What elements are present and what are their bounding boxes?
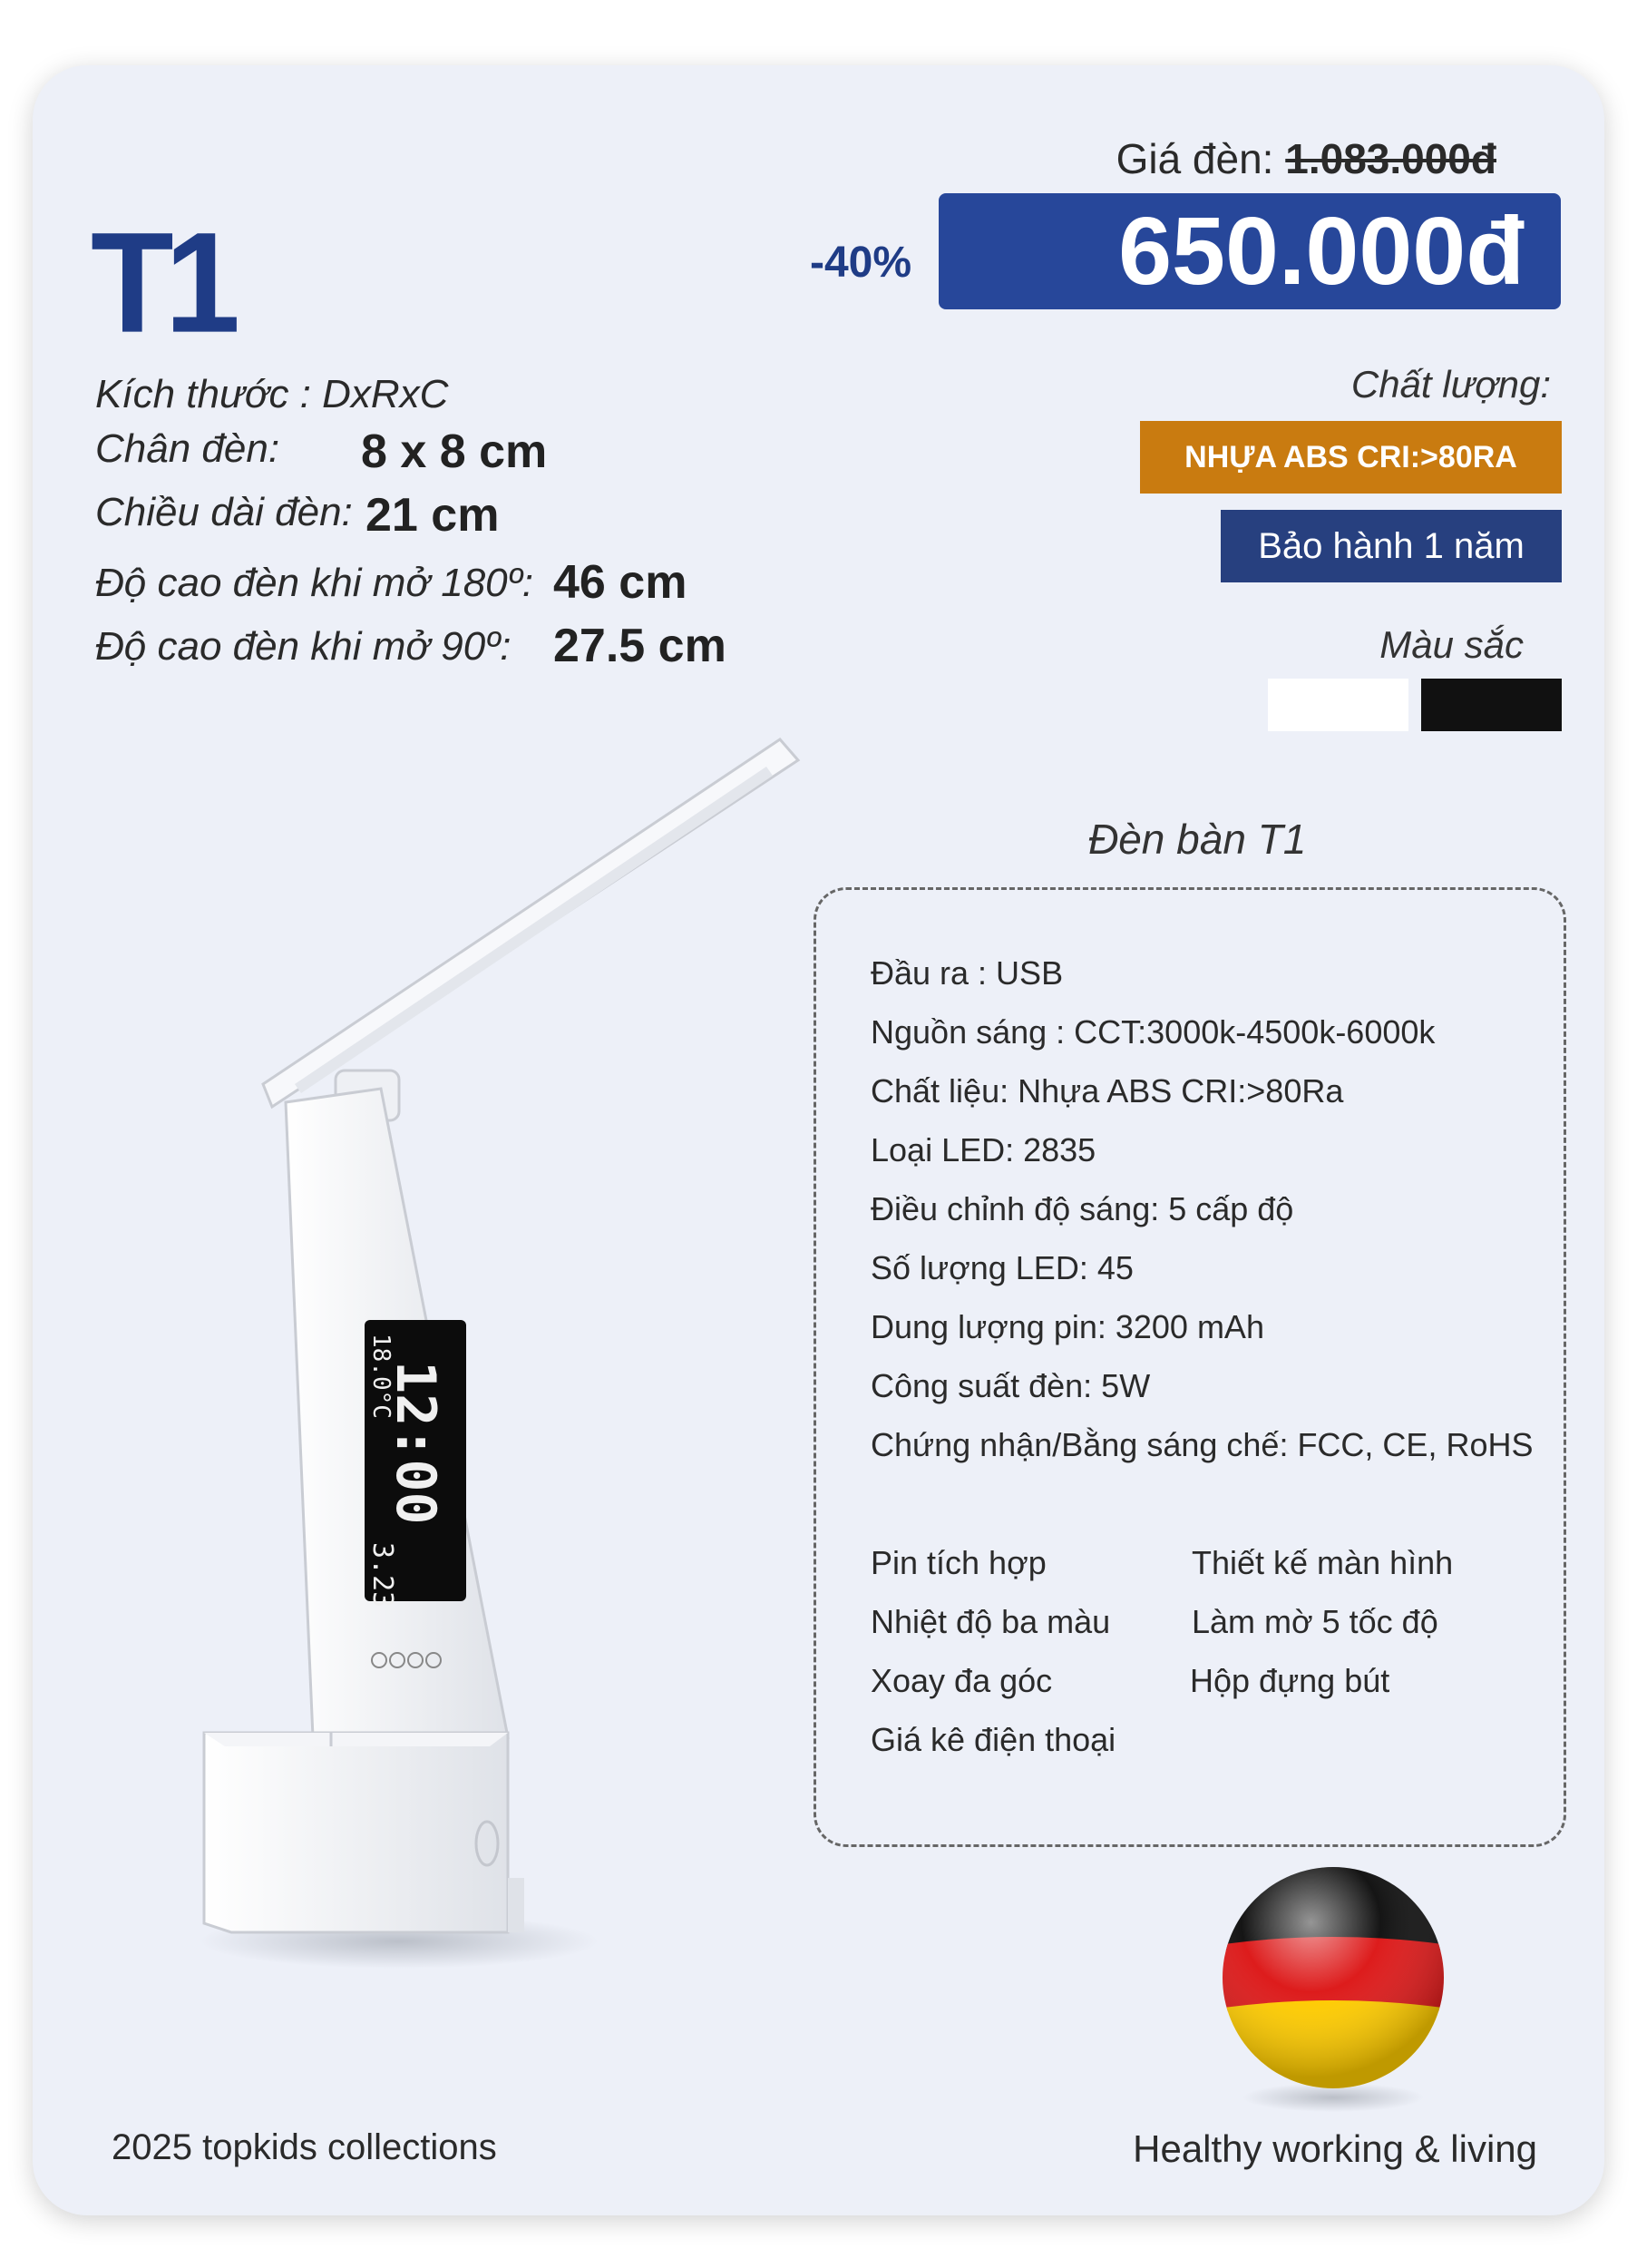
detail-item: Nguồn sáng : CCT:3000k-4500k-6000k	[871, 1013, 1436, 1051]
warranty-badge: Bảo hành 1 năm	[1221, 510, 1562, 582]
product-name: Đèn bàn T1	[1088, 816, 1307, 863]
original-price: 1.083.000đ	[1285, 135, 1496, 182]
price-label	[1116, 134, 1496, 183]
footer-collection: 2025 topkids collections	[112, 2127, 497, 2167]
detail-item: Công suất đèn: 5W	[871, 1367, 1151, 1404]
detail-item: Chứng nhận/Bằng sáng chế: FCC, CE, RoHS	[871, 1426, 1534, 1463]
discount-badge: -40%	[810, 239, 912, 287]
material-badge: NHỰA ABS CRI:>80RA	[1140, 421, 1562, 494]
spec-value: 46 cm	[553, 556, 687, 609]
model-title: T1	[91, 201, 232, 363]
feature-item: Xoay đa góc	[871, 1662, 1053, 1699]
spec-value: 27.5 cm	[553, 620, 726, 672]
desk-lamp-image	[163, 726, 816, 1996]
color-label: Màu sắc	[1379, 623, 1524, 666]
detail-item: Chất liệu: Nhựa ABS CRI:>80Ra	[871, 1072, 1344, 1110]
lamp-display-temp: 18.0°C	[367, 1334, 395, 1419]
footer-tagline: Healthy working & living	[1133, 2127, 1537, 2170]
color-swatch-black[interactable]	[1421, 679, 1562, 731]
lamp-display-date: 3.23	[366, 1542, 398, 1608]
price-label-text: Giá đèn:	[1116, 135, 1286, 182]
feature-item: Pin tích hợp	[871, 1544, 1047, 1581]
detail-item: Loại LED: 2835	[871, 1131, 1096, 1168]
feature-item: Làm mờ 5 tốc độ	[1192, 1603, 1438, 1640]
spec-value: 21 cm	[365, 489, 500, 542]
spec-row	[95, 490, 353, 535]
feature-item: Nhiệt độ ba màu	[871, 1603, 1111, 1640]
spec-row	[95, 426, 279, 472]
spec-label: Độ cao đèn khi mở 90º:	[95, 624, 512, 669]
lamp-display-time: 12:00	[384, 1361, 447, 1525]
feature-item: Thiết kế màn hình	[1192, 1544, 1454, 1581]
spec-value: 8 x 8 cm	[361, 425, 548, 478]
germany-flag-icon	[1211, 1860, 1456, 2114]
spec-label: Chiều dài đèn:	[95, 490, 353, 534]
current-price: 650.000đ	[939, 193, 1561, 309]
specs-heading: Kích thước : DxRxC	[95, 372, 449, 416]
spec-label: Độ cao đèn khi mở 180º:	[95, 561, 533, 605]
feature-item: Hộp đựng bút	[1190, 1662, 1390, 1699]
detail-item: Dung lượng pin: 3200 mAh	[871, 1308, 1264, 1345]
spec-row	[95, 561, 533, 606]
detail-item: Điều chỉnh độ sáng: 5 cấp độ	[871, 1190, 1294, 1227]
color-swatch-white[interactable]	[1268, 679, 1408, 731]
detail-item: Số lượng LED: 45	[871, 1249, 1134, 1286]
spec-label: Chân đèn:	[95, 426, 280, 471]
quality-label: Chất lượng:	[1350, 363, 1551, 406]
spec-row	[95, 624, 511, 670]
feature-item: Giá kê điện thoại	[871, 1721, 1116, 1758]
detail-item: Đầu ra : USB	[871, 954, 1064, 992]
